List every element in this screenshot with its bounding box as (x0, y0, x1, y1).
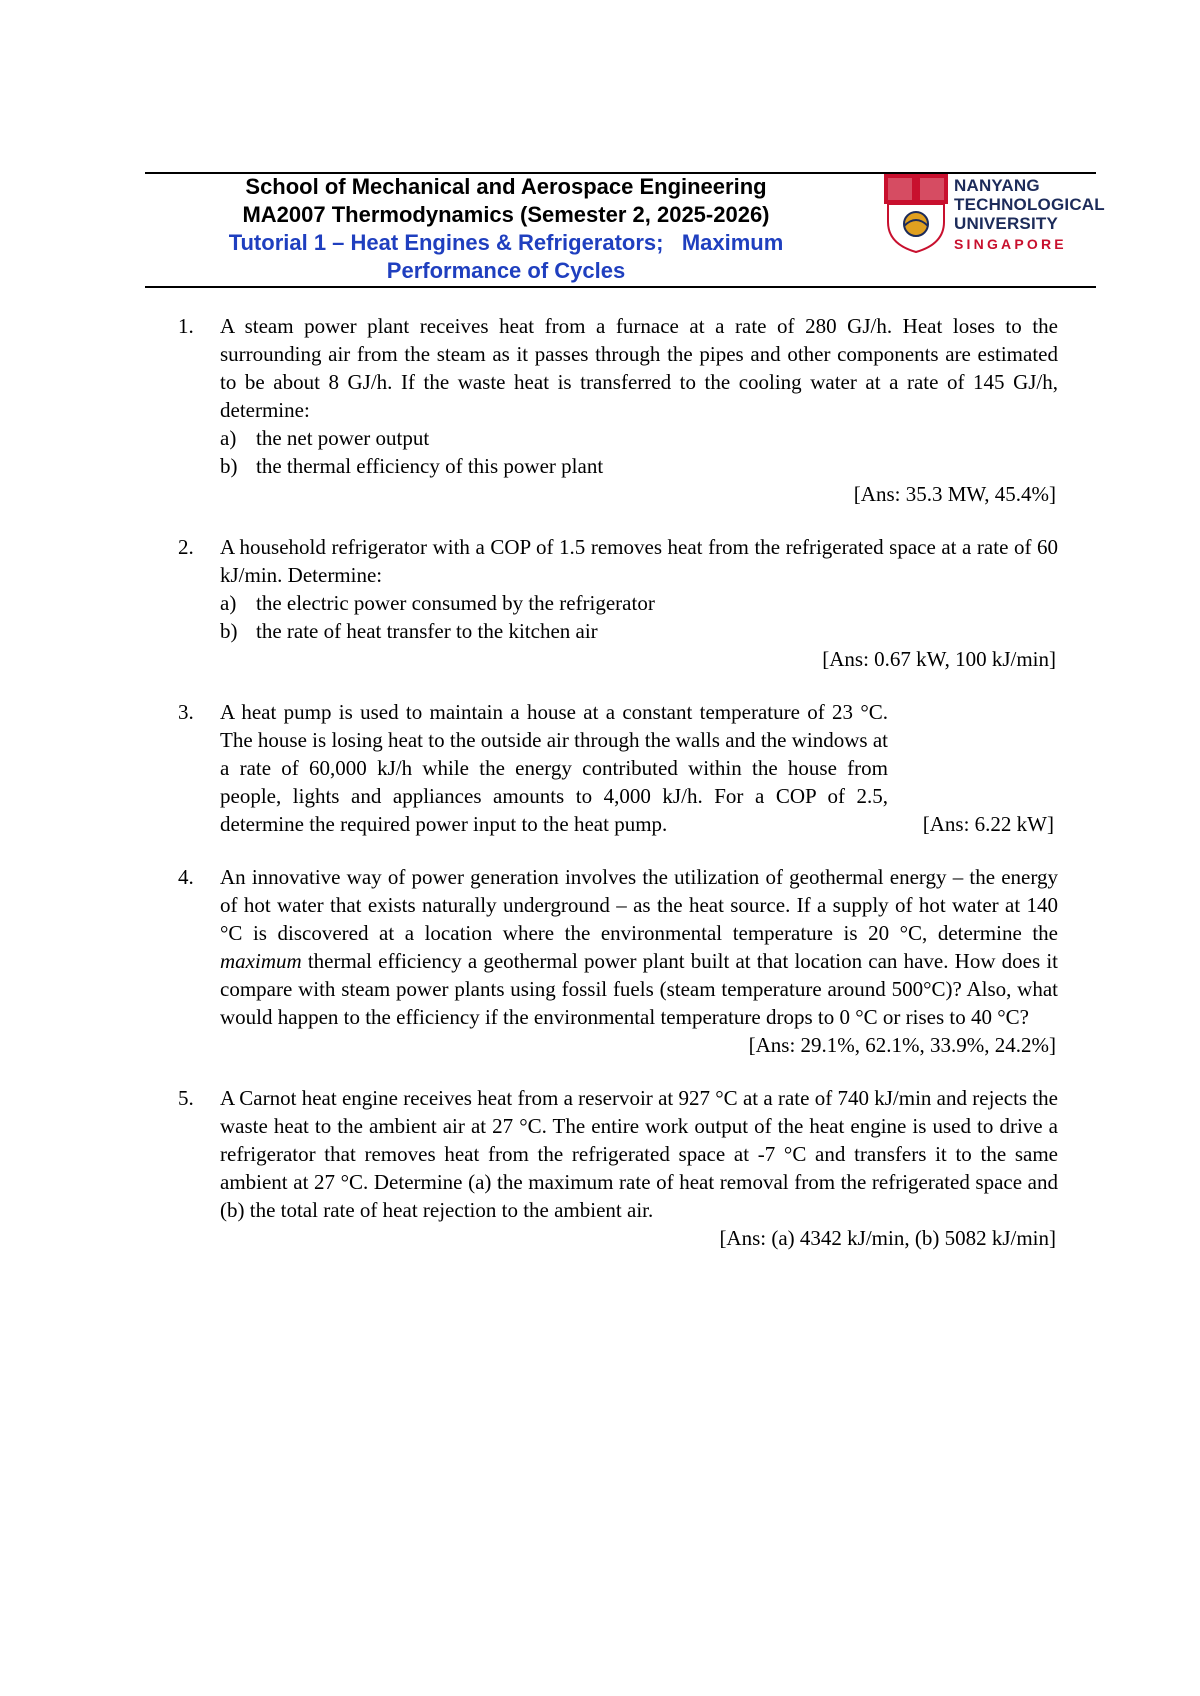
answer: [Ans: 35.3 MW, 45.4%] (853, 482, 1056, 506)
question-part (220, 452, 1058, 480)
logo-line-2: TECHNOLOGICAL (954, 195, 1105, 214)
question-number: 2. (178, 535, 194, 559)
question-text-start: An innovative way of power generation involves the utilization of geothermal energy – the energy of hot water that exists naturally underground – as the heat source. If a supply of hot water at 140 °C is discovered at a location where the environmental temperature is 20 °C, determine the (220, 865, 1058, 945)
part-text: the rate of heat transfer to the kitchen air (256, 619, 598, 643)
part-label: b) (220, 619, 238, 643)
answer: [Ans: 0.67 kW, 100 kJ/min] (822, 647, 1056, 671)
logo-line-1: NANYANG (954, 176, 1040, 195)
logo-line-4: SINGAPORE (954, 236, 1067, 252)
question-part (220, 617, 1058, 645)
ntu-logo (884, 174, 1105, 256)
school-name: School of Mechanical and Aerospace Engineering (245, 174, 767, 199)
question-text: A heat pump is used to maintain a house at a constant temperature of 23 °C. The house is losing heat to the outside air through the walls and the windows at a rate of 60,000 kJ/h while the energy contributed within the house from people, lights and appliances amounts to 4,000 kJ/h. For a COP of 2.5, determine the required power input to the heat pump. (220, 700, 888, 836)
question-1 (178, 312, 1058, 508)
question-text: A household refrigerator with a COP of 1.5 removes heat from the refrigerated space at a rate of 60 kJ/min. Determine: (220, 535, 1058, 587)
university-crest-icon (884, 174, 948, 254)
question-2 (178, 533, 1058, 673)
question-number: 5. (178, 1086, 194, 1110)
part-label: a) (220, 426, 237, 450)
answer: [Ans: 29.1%, 62.1%, 33.9%, 24.2%] (748, 1033, 1056, 1057)
question-text (220, 863, 1058, 1031)
question-part (220, 589, 1058, 617)
tutorial-title-line-1: Tutorial 1 – Heat Engines & Refrigerators; Maximum (228, 230, 784, 255)
question-5 (178, 1084, 1058, 1252)
question-text: A steam power plant receives heat from a furnace at a rate of 280 GJ/h. Heat loses to the surrounding air from the steam as it passes through the pipes and other components are estimated to be about 8 GJ/h. If the waste heat is transferred to the cooling water at a rate of 145 GJ/h, determine: (220, 314, 1058, 422)
question-3 (178, 698, 1058, 838)
question-list (178, 312, 1058, 1277)
ntu-wordmark (954, 176, 1105, 255)
question-number: 3. (178, 700, 194, 724)
header-bottom-rule (145, 286, 1096, 288)
emphasized-word: maximum (220, 949, 302, 973)
question-text: A Carnot heat engine receives heat from a reservoir at 927 °C at a rate of 740 kJ/min and rejects the waste heat to the ambient air at 27 °C. The entire work output of the heat engine is used to drive a refrigerator that removes heat from the refrigerated space at -7 °C and transfers it to the same ambient at 27 °C. Determine (a) the maximum rate of heat removal from the refrigerated space and (b) the total rate of heat rejection to the ambient air. (220, 1086, 1058, 1222)
question-number: 4. (178, 865, 194, 889)
question-part (220, 424, 1058, 452)
part-text: the thermal efficiency of this power plant (256, 454, 604, 478)
answer: [Ans: 6.22 kW] (922, 812, 1054, 836)
part-label: b) (220, 454, 238, 478)
question-text-end: thermal efficiency a geothermal power plant built at that location can have. How does it compare with steam power plants using fossil fuels (steam temperature around 500°C)? Also, what would happen to the efficiency if the environmental temperature drops to 0 °C or rises to 40 °C? (220, 949, 1058, 1029)
part-label: a) (220, 591, 237, 615)
part-text: the electric power consumed by the refrigerator (256, 591, 655, 615)
document-header (145, 173, 867, 285)
question-4 (178, 863, 1058, 1059)
part-text: the net power output (256, 426, 430, 450)
logo-line-3: UNIVERSITY (954, 214, 1059, 233)
course-title: MA2007 Thermodynamics (Semester 2, 2025-2026) (242, 202, 770, 227)
question-number: 1. (178, 314, 194, 338)
tutorial-title-line-2: Performance of Cycles (386, 258, 626, 283)
answer: [Ans: (a) 4342 kJ/min, (b) 5082 kJ/min] (719, 1226, 1056, 1250)
